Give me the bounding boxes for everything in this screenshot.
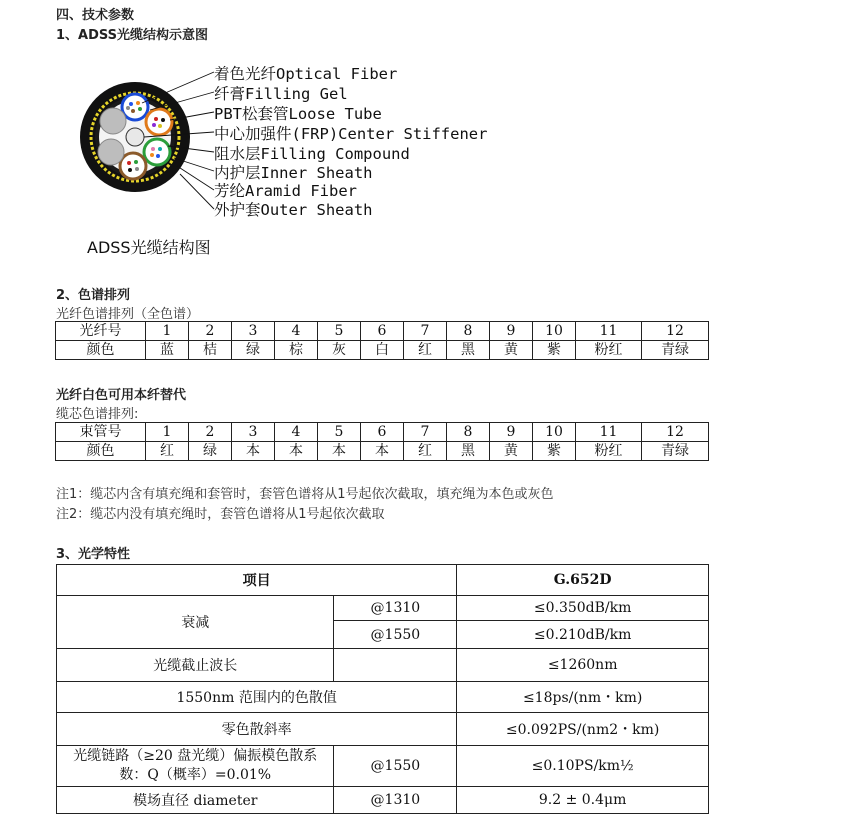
table-cell: 1 bbox=[146, 322, 189, 341]
label-filling-compound: 阻水层Filling Compound bbox=[214, 145, 410, 163]
diagram-section-title: 1、ADSS光缆结构示意图 bbox=[56, 28, 209, 43]
loose-tube bbox=[122, 94, 148, 120]
table-cell: 红 bbox=[404, 341, 447, 360]
table-row bbox=[56, 442, 709, 461]
table-row bbox=[56, 423, 709, 442]
table-cell: 4 bbox=[275, 423, 318, 442]
table-cell: 12 bbox=[642, 322, 709, 341]
label-filling-gel: 纤膏Filling Gel bbox=[214, 85, 348, 103]
table-cell: 光缆截止波长 bbox=[57, 649, 334, 682]
header-cell: 颜色 bbox=[56, 442, 146, 461]
table-cell: 4 bbox=[275, 322, 318, 341]
table-cell: 青绿 bbox=[642, 341, 709, 360]
table-cell: 8 bbox=[447, 322, 490, 341]
loose-tube bbox=[144, 139, 170, 165]
loose-tube bbox=[120, 153, 146, 179]
table-cell: 3 bbox=[232, 322, 275, 341]
table-cell: 9 bbox=[490, 322, 533, 341]
table-cell: 11 bbox=[576, 322, 642, 341]
table-cell: 黄 bbox=[490, 341, 533, 360]
optical-section-title: 3、光学特性 bbox=[56, 547, 131, 562]
table-cell: ≤0.350dB/km bbox=[457, 596, 709, 621]
table-cell: 6 bbox=[361, 423, 404, 442]
label-optical-fiber: 着色光纤Optical Fiber bbox=[214, 65, 398, 83]
table-cell: 绿 bbox=[189, 442, 232, 461]
table-cell: 衰减 bbox=[57, 596, 334, 649]
table-cell: 本 bbox=[275, 442, 318, 461]
table-cell: 黑 bbox=[447, 341, 490, 360]
filler-rod bbox=[100, 108, 126, 134]
table-cell: 3 bbox=[232, 423, 275, 442]
table-cell: 5 bbox=[318, 322, 361, 341]
header-cell: 颜色 bbox=[56, 341, 146, 360]
table-cell: 紫 bbox=[533, 442, 576, 461]
tube-color-table bbox=[55, 422, 709, 461]
table-cell: 白 bbox=[361, 341, 404, 360]
table-row bbox=[57, 649, 709, 682]
table-cell: 粉红 bbox=[576, 442, 642, 461]
table-cell: 蓝 bbox=[146, 341, 189, 360]
cable-cross-section-diagram bbox=[80, 70, 220, 220]
table-cell: 黑 bbox=[447, 442, 490, 461]
diagram-caption: ADSS光缆结构图 bbox=[87, 238, 211, 257]
table-cell: 灰 bbox=[318, 341, 361, 360]
pmd-label-line-2: 数：Q（概率）=0.01% bbox=[119, 767, 272, 783]
label-aramid-fiber: 芳纶Aramid Fiber bbox=[214, 182, 357, 200]
table-cell: ≤0.10PS/km½ bbox=[457, 746, 709, 787]
header-cell: G.652D bbox=[457, 565, 709, 596]
fiber-table-caption: 光纤色谱排列（全色谱） bbox=[56, 307, 200, 322]
table-cell: 模场直径 diameter bbox=[57, 787, 334, 814]
fiber-color-table bbox=[55, 321, 709, 360]
table-cell: 黄 bbox=[490, 442, 533, 461]
table-cell: 7 bbox=[404, 322, 447, 341]
header-cell: 束管号 bbox=[56, 423, 146, 442]
white-fiber-note: 光纤白色可用本纤替代 bbox=[56, 388, 187, 403]
center-stiffener bbox=[126, 128, 144, 146]
table-cell: @1550 bbox=[334, 621, 457, 649]
header-cell: 项目 bbox=[57, 565, 457, 596]
note-2: 注2：缆芯内没有填充绳时，套管色谱将从1号起依次截取 bbox=[56, 507, 385, 522]
table-row bbox=[56, 322, 709, 341]
table-cell: 10 bbox=[533, 423, 576, 442]
table-cell: 棕 bbox=[275, 341, 318, 360]
table-cell: 红 bbox=[146, 442, 189, 461]
table-cell bbox=[334, 649, 457, 682]
table-cell: 5 bbox=[318, 423, 361, 442]
table-cell: ≤0.210dB/km bbox=[457, 621, 709, 649]
table-cell: ≤18ps/(nm・km) bbox=[457, 682, 709, 713]
table-cell: 9 bbox=[490, 423, 533, 442]
table-cell: 红 bbox=[404, 442, 447, 461]
table-cell: 9.2 ± 0.4μm bbox=[457, 787, 709, 814]
table-cell: @1310 bbox=[334, 787, 457, 814]
table-cell: 1550nm 范围内的色散值 bbox=[57, 682, 457, 713]
loose-tube bbox=[146, 109, 172, 135]
table-cell: 桔 bbox=[189, 341, 232, 360]
table-cell: 紫 bbox=[533, 341, 576, 360]
table-cell: 6 bbox=[361, 322, 404, 341]
table-row bbox=[56, 341, 709, 360]
table-row bbox=[57, 682, 709, 713]
table-cell bbox=[57, 746, 334, 787]
table-cell: 8 bbox=[447, 423, 490, 442]
table-cell: ≤0.092PS/(nm2・km) bbox=[457, 713, 709, 746]
table-row bbox=[57, 713, 709, 746]
table-row bbox=[57, 565, 709, 596]
table-cell: 11 bbox=[576, 423, 642, 442]
label-loose-tube: PBT松套管Loose Tube bbox=[214, 105, 382, 123]
table-cell: @1310 bbox=[334, 596, 457, 621]
table-cell: 10 bbox=[533, 322, 576, 341]
pmd-label-line-1: 光缆链路（≥20 盘光缆）偏振模色散系 bbox=[73, 748, 318, 764]
filler-rod bbox=[98, 139, 124, 165]
table-cell: 粉红 bbox=[576, 341, 642, 360]
table-row bbox=[57, 787, 709, 814]
table-cell: 7 bbox=[404, 423, 447, 442]
optical-properties-table bbox=[56, 564, 709, 814]
color-code-section-title: 2、色谱排列 bbox=[56, 288, 131, 303]
table-cell: 1 bbox=[146, 423, 189, 442]
table-cell: 本 bbox=[232, 442, 275, 461]
table-cell: 12 bbox=[642, 423, 709, 442]
tube-table-caption: 缆芯色谱排列: bbox=[56, 407, 139, 422]
table-cell: @1550 bbox=[334, 746, 457, 787]
table-cell: 青绿 bbox=[642, 442, 709, 461]
note-1: 注1：缆芯内含有填充绳和套管时，套管色谱将从1号起依次截取，填充绳为本色或灰色 bbox=[56, 487, 554, 502]
table-row bbox=[57, 746, 709, 787]
table-cell: 2 bbox=[189, 423, 232, 442]
table-cell: 2 bbox=[189, 322, 232, 341]
header-cell: 光纤号 bbox=[56, 322, 146, 341]
table-row bbox=[57, 596, 709, 621]
label-inner-sheath: 内护层Inner Sheath bbox=[214, 164, 373, 182]
table-cell: 零色散斜率 bbox=[57, 713, 457, 746]
table-cell: 本 bbox=[361, 442, 404, 461]
label-center-stiffener: 中心加强件(FRP)Center Stiffener bbox=[214, 125, 488, 143]
section-title: 四、技术参数 bbox=[56, 8, 135, 23]
table-cell: 绿 bbox=[232, 341, 275, 360]
label-outer-sheath: 外护套Outer Sheath bbox=[214, 201, 373, 219]
table-cell: ≤1260nm bbox=[457, 649, 709, 682]
table-cell: 本 bbox=[318, 442, 361, 461]
